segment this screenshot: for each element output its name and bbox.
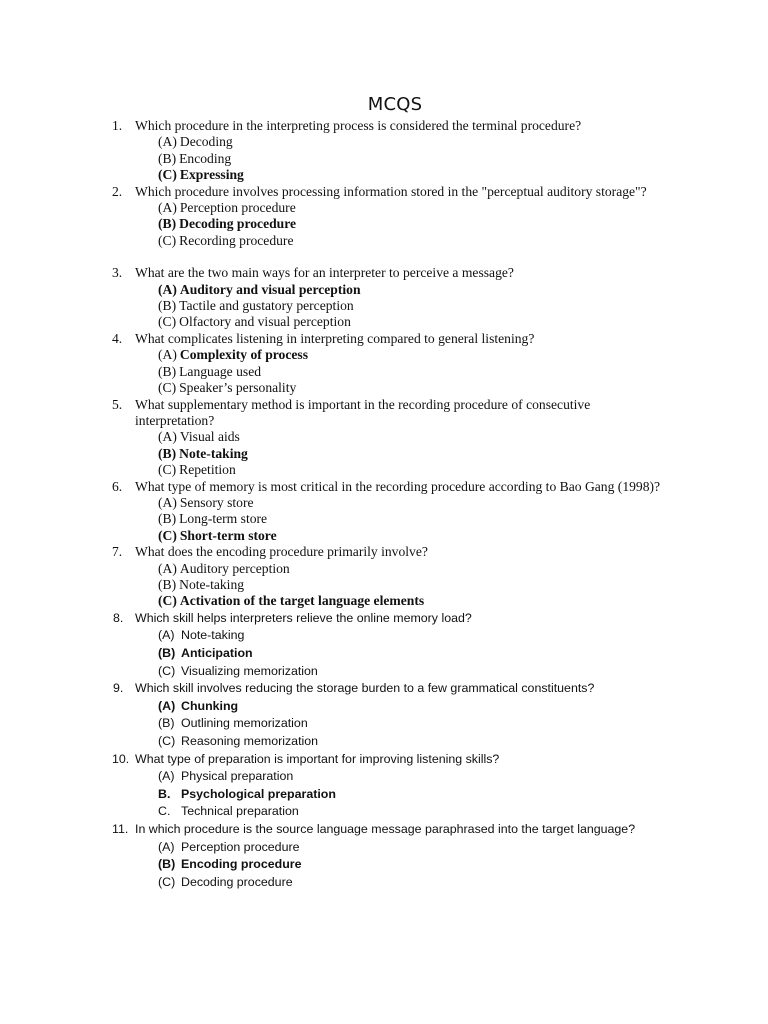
option-c-correct <box>0 167 768 183</box>
question-5 <box>0 397 768 479</box>
question-8 <box>0 610 768 680</box>
option-a-correct <box>0 282 768 298</box>
option-label: (A) <box>158 347 177 363</box>
option-text: Encoding <box>179 150 232 166</box>
option-label: (C) <box>158 733 176 748</box>
option-label: (B) <box>158 298 177 314</box>
option-text: Outlining memorization <box>181 716 308 731</box>
option-text: Visualizing memorization <box>181 663 318 678</box>
option-a <box>0 627 768 645</box>
option-text: Language used <box>179 363 262 379</box>
question-text: Which procedure involves processing information stored in the "perceptual auditory storage"? <box>135 183 647 199</box>
option-label: (B) <box>158 363 177 379</box>
option-text: Chunking <box>181 698 239 713</box>
question-4 <box>0 331 768 397</box>
option-label: (B) <box>158 645 176 660</box>
option-label: B. <box>158 786 171 801</box>
option-c <box>0 663 768 681</box>
option-label: (A) <box>158 839 175 854</box>
option-text: Expressing <box>179 167 244 183</box>
option-b <box>0 511 768 527</box>
option-label: (C) <box>158 314 177 330</box>
question-text: Which skill helps interpreters relieve the online memory load? <box>135 610 472 625</box>
option-c <box>0 314 768 330</box>
question-6 <box>0 479 768 545</box>
question-7 <box>0 544 768 610</box>
option-b <box>0 364 768 380</box>
option-a <box>0 839 768 857</box>
question-9 <box>0 680 768 750</box>
option-label: (A) <box>158 769 175 784</box>
question-11 <box>0 821 768 891</box>
option-a-correct <box>0 347 768 363</box>
option-text: Perception procedure <box>181 839 300 854</box>
option-a <box>0 768 768 786</box>
question-number: 1. <box>112 118 123 133</box>
question-number: 2. <box>112 183 123 199</box>
question-text: What does the encoding procedure primarily involve? <box>135 544 428 560</box>
option-b-correct <box>0 216 768 232</box>
question-10 <box>0 751 768 821</box>
question-number: 11. <box>112 821 129 836</box>
question-number: 7. <box>112 544 123 560</box>
option-a <box>0 429 768 445</box>
option-text: Encoding procedure <box>181 857 302 872</box>
option-label: (C) <box>158 874 176 889</box>
question-number: 3. <box>112 265 123 281</box>
option-c <box>0 874 768 892</box>
option-label: (C) <box>158 167 177 183</box>
option-text: Sensory store <box>179 494 254 510</box>
option-label: (C) <box>158 232 177 248</box>
option-label: (B) <box>158 716 175 731</box>
option-text: Anticipation <box>181 645 253 660</box>
option-c <box>0 803 768 821</box>
page-title: MCQS <box>367 94 423 115</box>
option-b-correct <box>0 856 768 874</box>
option-label: (B) <box>158 857 176 872</box>
question-number: 6. <box>112 478 123 494</box>
option-text: Complexity of process <box>179 347 308 363</box>
option-text: Repetition <box>179 462 236 478</box>
option-text: Long-term store <box>179 511 268 527</box>
question-text: What type of memory is most critical in the recording procedure according to Bao Gang (1998)? <box>135 478 661 494</box>
option-text: Speaker’s personality <box>179 380 297 396</box>
question-number: 9. <box>113 681 124 696</box>
option-label: (B) <box>158 511 177 527</box>
option-label: (A) <box>158 494 177 510</box>
option-label: (C) <box>158 462 177 478</box>
option-b-correct <box>0 786 768 804</box>
option-text: Activation of the target language elements <box>179 593 425 609</box>
option-text: Psychological preparation <box>181 786 336 801</box>
option-text: Physical preparation <box>181 769 294 784</box>
option-label: (C) <box>158 527 177 543</box>
option-text: Tactile and gustatory perception <box>179 298 354 314</box>
option-text: Decoding <box>179 134 233 150</box>
option-b-correct <box>0 645 768 663</box>
option-a <box>0 134 768 150</box>
option-text: Decoding procedure <box>181 874 293 889</box>
option-text: Recording procedure <box>179 232 294 248</box>
option-text: Perception procedure <box>179 200 296 216</box>
option-text: Auditory and visual perception <box>179 281 361 297</box>
question-number: 4. <box>112 330 123 346</box>
option-label: (A) <box>158 200 177 216</box>
question-3 <box>0 265 768 331</box>
blank-line <box>0 249 768 265</box>
option-label: (C) <box>158 380 177 396</box>
question-number: 5. <box>112 396 123 412</box>
option-text: Short-term store <box>179 527 277 543</box>
option-a <box>0 200 768 216</box>
option-a-correct <box>0 698 768 716</box>
option-label: (B) <box>158 445 177 461</box>
question-number: 8. <box>113 610 124 625</box>
option-label: (C) <box>158 663 176 678</box>
option-label: (A) <box>158 560 177 576</box>
option-a <box>0 561 768 577</box>
question-number: 10. <box>112 751 130 766</box>
option-text: Decoding procedure <box>179 216 297 232</box>
option-text: Visual aids <box>179 429 240 445</box>
option-c <box>0 462 768 478</box>
option-label: (A) <box>158 628 175 643</box>
question-2 <box>0 184 768 250</box>
option-text: Note-taking <box>181 628 245 643</box>
option-label: (B) <box>158 150 177 166</box>
question-text: Which skill involves reducing the storage burden to a few grammatical constituents? <box>135 681 595 696</box>
question-text: What supplementary method is important in the recording procedure of consecutive interpretation? <box>135 396 591 428</box>
option-text: Reasoning memorization <box>181 733 319 748</box>
option-c-correct <box>0 528 768 544</box>
option-label: (A) <box>158 429 177 445</box>
option-b <box>0 151 768 167</box>
question-text: What are the two main ways for an interpreter to perceive a message? <box>135 265 514 281</box>
question-text: Which procedure in the interpreting process is considered the terminal procedure? <box>135 118 582 133</box>
option-label: (B) <box>158 216 177 232</box>
option-label: (B) <box>158 576 177 592</box>
option-label: (A) <box>158 134 177 150</box>
option-label: (A) <box>158 281 177 297</box>
question-text: In which procedure is the source language message paraphrased into the target language? <box>135 821 636 836</box>
option-c <box>0 380 768 396</box>
option-text: Auditory perception <box>179 560 290 576</box>
option-label: C. <box>158 804 171 819</box>
question-text: What complicates listening in interpreting compared to general listening? <box>135 330 535 346</box>
question-1 <box>0 118 768 184</box>
option-a <box>0 495 768 511</box>
option-label: (A) <box>158 698 176 713</box>
option-b <box>0 577 768 593</box>
option-b <box>0 715 768 733</box>
option-b <box>0 298 768 314</box>
option-c <box>0 733 768 751</box>
option-text: Note-taking <box>179 445 248 461</box>
option-c <box>0 233 768 249</box>
question-list <box>0 118 768 891</box>
option-label: (C) <box>158 593 177 609</box>
option-text: Technical preparation <box>181 804 299 819</box>
option-c-correct <box>0 593 768 609</box>
question-text: What type of preparation is important for improving listening skills? <box>135 751 500 766</box>
option-b-correct <box>0 446 768 462</box>
option-text: Note-taking <box>179 576 245 592</box>
option-text: Olfactory and visual perception <box>179 314 351 330</box>
